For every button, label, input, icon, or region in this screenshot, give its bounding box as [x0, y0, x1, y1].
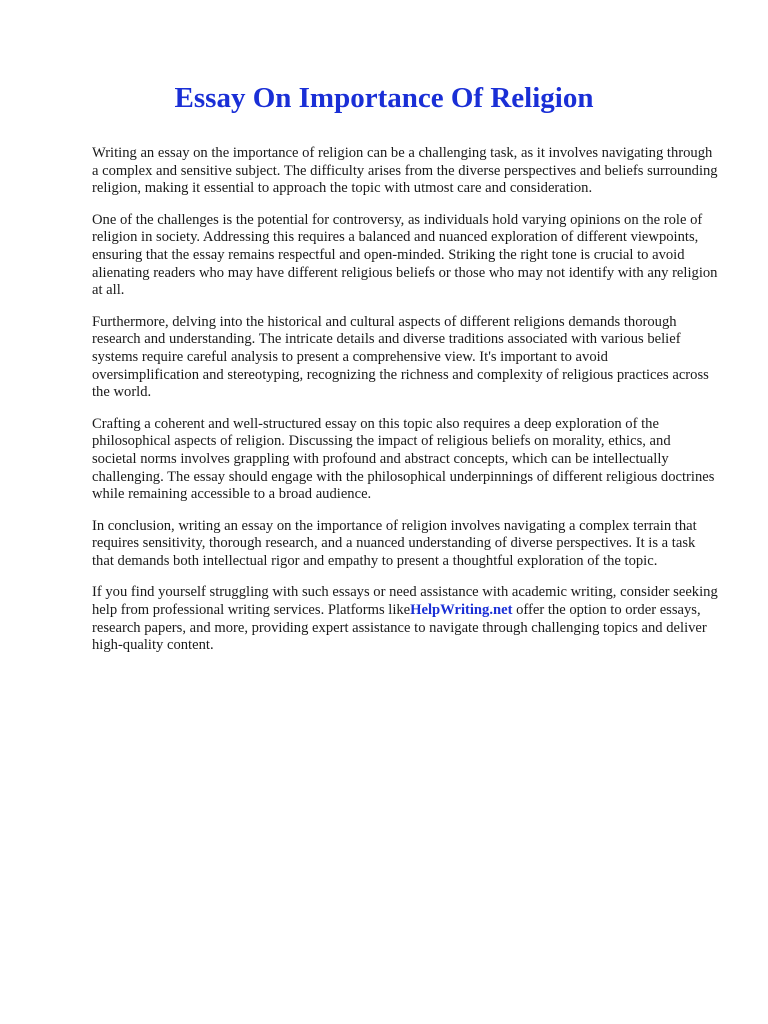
- paragraph-5: In conclusion, writing an essay on the importance of religion involves navigating a complex terrain that requires sensitivity, thorough research, and a nuanced understanding of diverse perspectives. It is a task that demands both intellectual rigor and empathy to present a thoughtful exploration of the topic.: [92, 517, 697, 569]
- paragraph-6: [92, 584, 718, 654]
- paragraph-3: Furthermore, delving into the historical and cultural aspects of different religions demands thorough research and understanding. The intricate details and diverse traditions associated with various belief systems require careful analysis to present a comprehensive view. It's important to avoid oversimplification and stereotyping, recognizing the richness and complexity of religious practices across the world.: [92, 313, 709, 401]
- paragraph-4: Crafting a coherent and well-structured essay on this topic also requires a deep exploration of the philosophical aspects of religion. Discussing the impact of religious beliefs on morality, ethics, and societal norms involves grappling with profound and abstract concepts, which can be intellectually challenging. The essay should engage with the philosophical underpinnings of different religious doctrines while remaining accessible to a broad audience.: [92, 415, 715, 503]
- paragraph-1: Writing an essay on the importance of religion can be a challenging task, as it involves navigating through a complex and sensitive subject. The difficulty arises from the diverse perspectives and beliefs surrounding religion, making it essential to approach the topic with utmost care and consideration.: [92, 145, 718, 197]
- document-body: [92, 145, 718, 669]
- helpwriting-link[interactable]: HelpWriting.net: [410, 602, 513, 619]
- paragraph-6-after-link: offer the option to order essays, research papers, and more, providing expert assistance to navigate through challenging topics and deliver high-quality content.: [92, 602, 707, 654]
- paragraph-6-before-link: If you find yourself struggling with such essays or need assistance with academic writing, consider seeking help from professional writing services. Platforms like: [92, 584, 718, 619]
- paragraph-2: One of the challenges is the potential for controversy, as individuals hold varying opinions on the role of religion in society. Addressing this requires a balanced and nuanced exploration of different viewpoints, ensuring that the essay remains respectful and open-minded. Striking the right tone is crucial to avoid alienating readers who may have different religious beliefs or those who may not identify with any religion at all.: [92, 211, 718, 299]
- document-title: Essay On Importance Of Religion: [174, 82, 594, 114]
